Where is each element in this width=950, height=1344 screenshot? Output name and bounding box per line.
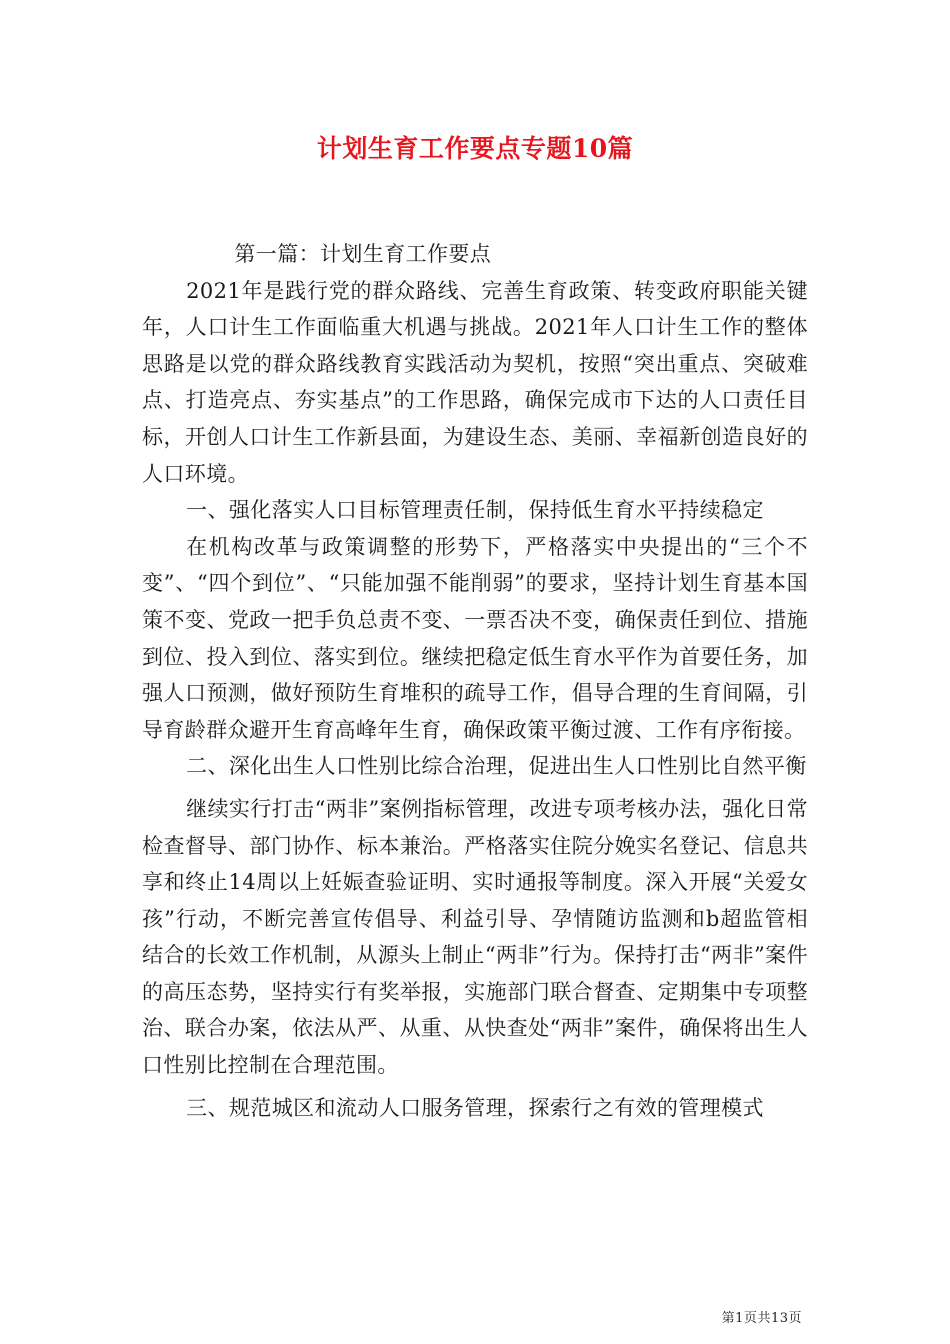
point-one-paragraph: 在机构改革与政策调整的形势下，严格落实中央提出的“三个不变”、“四个到位”、“只能加强不能削弱”的要求，坚持计划生育基本国策不变、党政一把手负总责不变、一票否决不变，确保责任到位、措施到位、投入到位、落实到位。继续把稳定低生育水平作为首要任务，加强人口预测，做好预防生育堆积的疏导工作，倡导合理的生育间隔，引导育龄群众避开生育高峰年生育，确保政策平衡过渡、工作有序衔接。 — [142, 534, 808, 742]
page-title: 计划生育工作要点专题10篇 — [316, 134, 634, 163]
page-number-footer: 第1页共13页 — [721, 1311, 802, 1326]
point-one-heading: 一、强化落实人口目标管理责任制，保持低生育水平持续稳定 — [186, 498, 764, 523]
point-two-heading: 二、深化出生人口性别比综合治理，促进出生人口性别比自然平衡 — [186, 754, 807, 779]
intro-paragraph: 2021年是践行党的群众路线、完善生育政策、转变政府职能关键年，人口计生工作面临重大机遇与挑战。2021年人口计生工作的整体思路是以党的群众路线教育实践活动为契机，按照“突出重点、突破难点、打造亮点、夯实基点”的工作思路，确保完成市下达的人口责任目标，开创人口计生工作新县面，为建设生态、美丽、幸福新创造良好的人口环境。 — [142, 278, 808, 486]
section-heading: 第一篇：计划生育工作要点 — [234, 242, 492, 266]
article-body — [142, 236, 808, 1126]
point-three-heading: 三、规范城区和流动人口服务管理，探索行之有效的管理模式 — [186, 1095, 764, 1120]
point-two-paragraph: 继续实行打击“两非”案例指标管理，改进专项考核办法，强化日常检查督导、部门协作、标本兼治。严格落实住院分娩实名登记、信息共享和终止14周以上妊娠查验证明、实时通报等制度。深入开展“关爱女孩”行动，不断完善宣传倡导、利益引导、孕情随访监测和b超监管相结合的长效工作机制，从源头上制止“两非”行为。保持打击“两非”案件的高压态势，坚持实行有奖举报，实施部门联合督查、定期集中专项整治、联合办案，依法从严、从重、从快查处“两非”案件，确保将出生人口性别比控制在合理范围。 — [142, 796, 808, 1078]
